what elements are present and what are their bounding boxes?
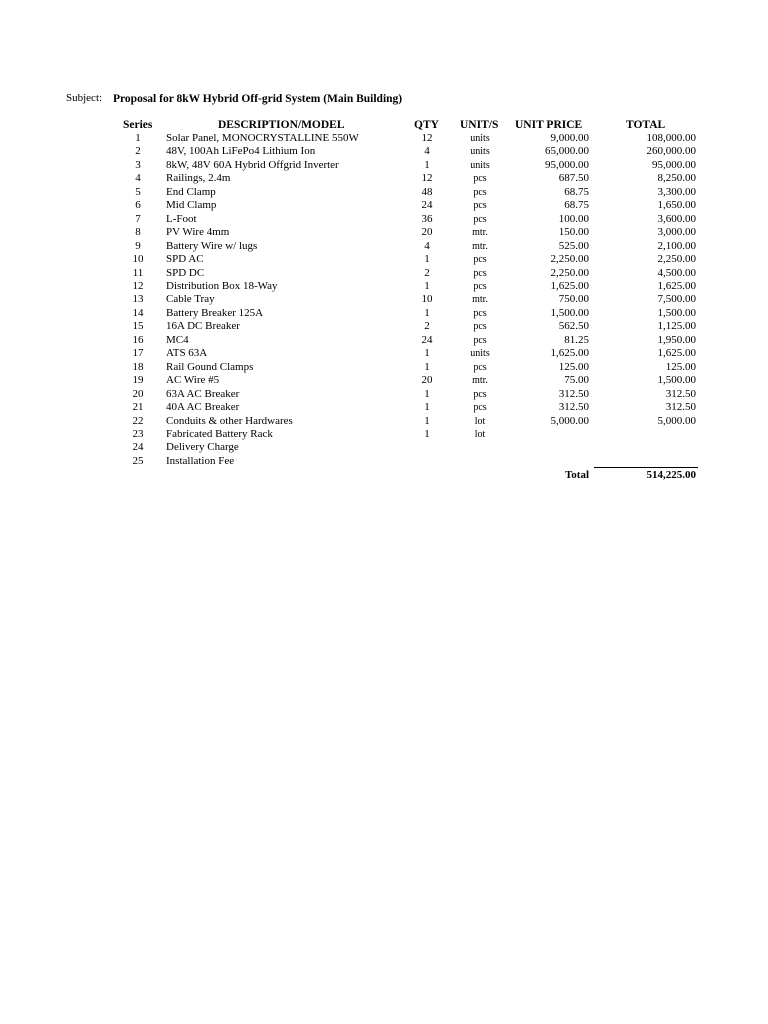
row-description: Battery Breaker 125A <box>166 306 264 319</box>
row-description: Cable Tray <box>166 293 215 306</box>
row-unit-price: 687.50 <box>558 172 589 185</box>
row-description: AC Wire #5 <box>166 374 220 387</box>
row-qty: 12 <box>421 132 433 144</box>
table-row <box>0 415 768 428</box>
table-row <box>0 307 768 320</box>
row-series: 18 <box>132 360 144 373</box>
table-row <box>0 240 768 253</box>
row-qty: 36 <box>421 212 433 225</box>
row-qty: 24 <box>421 333 433 346</box>
row-unit-price: 750.00 <box>558 293 589 306</box>
row-description: 48V, 100Ah LiFePo4 Lithium Ion <box>166 145 316 158</box>
row-unit-price: 150.00 <box>558 226 589 239</box>
row-unit-price: 525.00 <box>558 239 589 252</box>
total-rule <box>594 467 698 468</box>
row-total: 312.50 <box>665 401 696 414</box>
header-total: TOTAL <box>626 119 666 131</box>
row-unit: pcs <box>473 254 487 266</box>
row-unit-price: 125.00 <box>558 360 589 373</box>
row-description: 63A AC Breaker <box>166 387 240 400</box>
grand-total-value: 514,225.00 <box>646 469 696 481</box>
row-description: Conduits & other Hardwares <box>166 414 293 427</box>
row-description: Railings, 2.4m <box>166 172 231 185</box>
row-series: 22 <box>132 414 144 427</box>
row-unit: pcs <box>473 267 487 279</box>
row-total: 1,650.00 <box>657 199 696 212</box>
row-total: 4,500.00 <box>657 266 696 279</box>
row-qty: 1 <box>424 414 430 427</box>
row-unit: mtr. <box>472 375 488 387</box>
row-total: 1,625.00 <box>657 347 696 360</box>
row-unit: units <box>470 146 490 158</box>
row-description: Installation Fee <box>166 454 235 467</box>
row-unit: pcs <box>473 388 487 400</box>
row-total: 3,300.00 <box>657 185 696 198</box>
row-description: PV Wire 4mm <box>166 226 230 239</box>
row-unit: pcs <box>473 307 487 319</box>
row-qty: 4 <box>424 145 430 158</box>
row-unit: lot <box>474 428 486 440</box>
row-series: 21 <box>132 401 144 414</box>
row-description: 16A DC Breaker <box>166 320 240 333</box>
header-series: Series <box>123 119 153 131</box>
row-total: 125.00 <box>665 360 696 373</box>
row-unit-price: 100.00 <box>558 212 589 225</box>
row-qty: 2 <box>424 320 430 333</box>
row-unit-price: 562.50 <box>558 320 589 333</box>
row-unit-price: 1,625.00 <box>550 347 589 360</box>
row-description: ATS 63A <box>166 347 208 360</box>
row-unit-price: 312.50 <box>558 401 589 414</box>
row-series: 23 <box>132 427 144 440</box>
row-total: 2,250.00 <box>657 253 696 266</box>
row-description: Battery Wire w/ lugs <box>166 239 258 252</box>
row-qty: 10 <box>421 293 433 306</box>
header-description: DESCRIPTION/MODEL <box>218 119 345 131</box>
row-total: 1,125.00 <box>657 320 696 333</box>
table-row <box>0 226 768 239</box>
row-series: 12 <box>132 279 144 292</box>
row-total: 1,500.00 <box>657 374 696 387</box>
row-total: 7,500.00 <box>657 293 696 306</box>
row-unit: mtr. <box>472 294 488 306</box>
row-series: 15 <box>132 320 144 333</box>
row-unit-price: 81.25 <box>564 333 589 346</box>
row-series: 6 <box>135 199 141 212</box>
table-row <box>0 132 768 145</box>
row-unit-price: 1,625.00 <box>550 279 589 292</box>
row-series: 9 <box>135 239 141 252</box>
row-series: 24 <box>132 441 144 454</box>
row-description: End Clamp <box>166 185 216 198</box>
row-series: 1 <box>135 132 141 144</box>
row-unit: units <box>470 133 490 144</box>
row-description: Rail Gound Clamps <box>166 360 254 373</box>
row-unit: pcs <box>473 173 487 185</box>
header-units: UNIT/S <box>460 119 499 131</box>
row-series: 14 <box>132 306 144 319</box>
row-unit-price: 75.00 <box>564 374 589 387</box>
row-unit: pcs <box>473 213 487 225</box>
row-description: 40A AC Breaker <box>166 401 240 414</box>
table-row <box>0 374 768 387</box>
row-qty: 24 <box>421 199 433 212</box>
row-unit: units <box>470 348 490 360</box>
table-row <box>0 159 768 172</box>
row-series: 3 <box>135 158 141 171</box>
row-unit-price: 2,250.00 <box>550 253 589 266</box>
row-qty: 1 <box>424 387 430 400</box>
row-series: 4 <box>135 172 141 185</box>
row-qty: 1 <box>424 253 430 266</box>
row-total: 1,950.00 <box>657 333 696 346</box>
table-header-row <box>0 119 768 132</box>
row-total: 95,000.00 <box>652 158 696 171</box>
subject-title: Proposal for 8kW Hybrid Off-grid System (Main Building) <box>113 93 403 105</box>
row-series: 20 <box>132 387 144 400</box>
table-row <box>0 145 768 158</box>
row-qty: 1 <box>424 158 430 171</box>
row-total: 1,625.00 <box>657 279 696 292</box>
row-unit: units <box>470 159 490 171</box>
row-series: 25 <box>132 454 144 467</box>
table-row <box>0 280 768 293</box>
row-series: 10 <box>132 253 144 266</box>
row-unit: pcs <box>473 186 487 198</box>
row-unit-price: 95,000.00 <box>545 158 589 171</box>
table-row <box>0 401 768 414</box>
row-total: 260,000.00 <box>646 145 696 158</box>
row-qty: 1 <box>424 347 430 360</box>
item-table-body <box>0 132 768 468</box>
grand-total-label: Total <box>564 469 589 481</box>
row-series: 16 <box>132 333 144 346</box>
row-series: 5 <box>135 185 141 198</box>
row-unit-price: 5,000.00 <box>550 414 589 427</box>
row-description: Distribution Box 18-Way <box>166 279 278 292</box>
table-row <box>0 253 768 266</box>
row-unit: pcs <box>473 402 487 414</box>
row-series: 8 <box>135 226 141 239</box>
row-description: SPD DC <box>166 266 205 279</box>
row-unit-price: 65,000.00 <box>545 145 589 158</box>
table-row <box>0 172 768 185</box>
row-qty: 2 <box>424 266 430 279</box>
row-qty: 1 <box>424 401 430 414</box>
row-series: 2 <box>135 145 141 158</box>
table-row <box>0 388 768 401</box>
header-unit-price: UNIT PRICE <box>515 119 583 131</box>
table-row <box>0 361 768 374</box>
row-qty: 1 <box>424 360 430 373</box>
row-qty: 1 <box>424 306 430 319</box>
row-unit: pcs <box>473 321 487 333</box>
row-unit-price: 68.75 <box>564 185 589 198</box>
table-row <box>0 320 768 333</box>
table-row <box>0 334 768 347</box>
row-unit-price: 9,000.00 <box>550 132 589 144</box>
row-qty: 4 <box>424 239 430 252</box>
row-unit: pcs <box>473 361 487 373</box>
table-row <box>0 267 768 280</box>
row-qty: 12 <box>421 172 433 185</box>
row-total: 8,250.00 <box>657 172 696 185</box>
table-row <box>0 347 768 360</box>
header-qty: QTY <box>414 119 439 131</box>
row-description: 8kW, 48V 60A Hybrid Offgrid Inverter <box>166 158 339 171</box>
row-unit-price: 2,250.00 <box>550 266 589 279</box>
row-unit-price: 68.75 <box>564 199 589 212</box>
row-qty: 20 <box>421 226 433 239</box>
row-description: MC4 <box>166 333 189 346</box>
row-description: Mid Clamp <box>166 199 217 212</box>
row-description: Fabricated Battery Rack <box>166 427 273 440</box>
row-total: 3,000.00 <box>657 226 696 239</box>
row-unit-price: 1,500.00 <box>550 306 589 319</box>
row-series: 13 <box>132 293 144 306</box>
table-row <box>0 199 768 212</box>
row-unit: pcs <box>473 334 487 346</box>
row-description: Delivery Charge <box>166 441 239 454</box>
table-row <box>0 213 768 226</box>
row-series: 17 <box>132 347 144 360</box>
table-row <box>0 428 768 441</box>
row-series: 19 <box>132 374 144 387</box>
row-unit: pcs <box>473 280 487 292</box>
row-description: Solar Panel, MONOCRYSTALLINE 550W <box>166 132 359 144</box>
row-total: 3,600.00 <box>657 212 696 225</box>
row-unit: mtr. <box>472 240 488 252</box>
row-total: 312.50 <box>665 387 696 400</box>
row-total: 2,100.00 <box>657 239 696 252</box>
row-unit: lot <box>474 415 486 427</box>
row-series: 7 <box>135 212 141 225</box>
row-total: 108,000.00 <box>646 132 696 144</box>
row-qty: 1 <box>424 279 430 292</box>
row-description: L-Foot <box>166 212 197 225</box>
row-qty: 20 <box>421 374 433 387</box>
table-row <box>0 441 768 454</box>
row-qty: 1 <box>424 427 430 440</box>
table-row <box>0 186 768 199</box>
row-series: 11 <box>132 266 144 279</box>
subject-label: Subject: <box>66 92 103 104</box>
row-qty: 48 <box>421 185 433 198</box>
row-total: 1,500.00 <box>657 306 696 319</box>
row-unit: pcs <box>473 200 487 212</box>
row-unit-price: 312.50 <box>558 387 589 400</box>
row-total: 5,000.00 <box>657 414 696 427</box>
row-description: SPD AC <box>166 253 204 266</box>
table-row <box>0 293 768 306</box>
row-unit: mtr. <box>472 227 488 239</box>
